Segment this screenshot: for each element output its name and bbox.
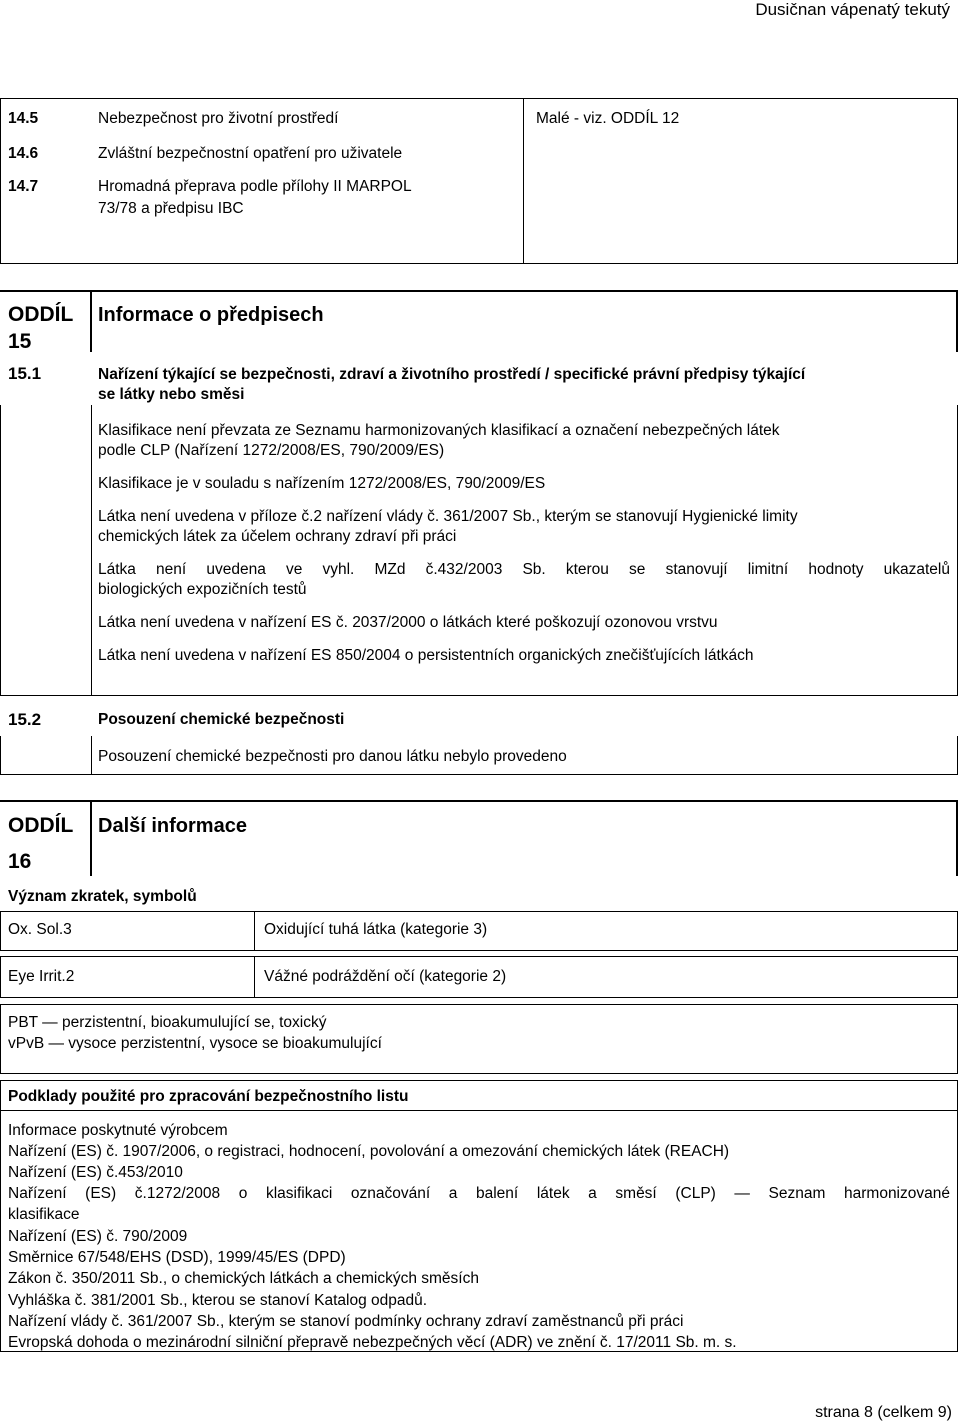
subsection-15-2-right-border — [957, 736, 958, 774]
subsection-15-1-title-line2: se látky nebo směsi — [98, 386, 245, 403]
row-14-6-num: 14.6 — [8, 145, 39, 162]
row-14-6-label: Zvláštní bezpečnostní opatření pro uživatele — [98, 145, 403, 162]
abbreviation-divider — [254, 911, 255, 951]
subsection-15-2-text: Posouzení chemické bezpečnosti pro danou látku nebylo provedeno — [98, 748, 567, 765]
subsection-15-2-bottom-border — [0, 774, 958, 775]
abbreviation-code: Eye Irrit.2 — [8, 968, 75, 985]
subsection-15-2-num: 15.2 — [8, 710, 42, 729]
row-14-7-num: 14.7 — [8, 178, 39, 195]
source-item: Nařízení (ES) č.453/2010 — [8, 1164, 183, 1181]
abbreviation-code: Ox. Sol.3 — [8, 921, 72, 938]
source-item: Vyhláška č. 381/2001 Sb., kterou se stanoví Katalog odpadů. — [8, 1292, 428, 1309]
section15-top-border — [0, 290, 958, 292]
section15-right-border — [956, 290, 958, 352]
section16-top-border — [0, 800, 958, 802]
sub1-p2: Klasifikace je v souladu s nařízením 1272/2008/ES, 790/2009/ES — [98, 475, 546, 492]
document-title: Dusičnan vápenatý tekutý — [755, 0, 950, 19]
section15-header-divider — [90, 290, 92, 352]
abbreviations-title: Význam zkratek, symbolů — [8, 888, 197, 905]
source-item: klasifikace — [8, 1206, 80, 1223]
row-14-5-num: 14.5 — [8, 110, 39, 127]
section15-label-line1: ODDÍL — [8, 303, 74, 326]
section15-label-line2: 15 — [8, 330, 32, 353]
section16-title: Další informace — [98, 815, 247, 837]
subsection-15-1-mid-border — [91, 405, 92, 695]
source-item: Evropská dohoda o mezinárodní silniční přepravě nebezpečných věcí (ADR) ve znění č. 17/2011 Sb. m. s. — [8, 1334, 737, 1351]
sub1-p1-line2: podle CLP (Nařízení 1272/2008/ES, 790/2009/ES) — [98, 442, 445, 459]
source-item: Nařízení (ES) č. 1907/2006, o registraci, hodnocení, povolování a omezování chemických látek (REACH) — [8, 1143, 730, 1160]
source-item: Směrnice 67/548/EHS (DSD), 1999/45/ES (DPD) — [8, 1249, 346, 1266]
sources-box — [0, 1080, 958, 1352]
subsection-15-1-right-border — [957, 405, 958, 695]
pbt-line1: PBT — perzistentní, bioakumulující se, toxický — [8, 1014, 327, 1031]
section16-right-border — [956, 800, 958, 876]
sub1-p3-line2: chemických látek za účelem ochrany zdraví při práci — [98, 528, 457, 545]
row-14-5-label: Nebezpečnost pro životní prostředí — [98, 110, 339, 127]
sources-title-divider — [0, 1110, 958, 1111]
page-number: strana 8 (celkem 9) — [815, 1404, 952, 1421]
subsection-15-2-mid-border — [91, 736, 92, 774]
subsection-15-1-num: 15.1 — [8, 364, 42, 383]
subsection-15-2-left-border — [0, 736, 1, 774]
row-14-7-label-line1: Hromadná přeprava podle přílohy II MARPOL — [98, 178, 412, 195]
pbt-line2: vPvB — vysoce perzistentní, vysoce se bioakumulující — [8, 1035, 382, 1052]
section16-label-line1: ODDÍL — [8, 814, 74, 837]
subsection-15-1-left-border — [0, 405, 1, 695]
subsection-15-1-bottom-border — [0, 695, 958, 696]
sub1-p1-line1: Klasifikace není převzata ze Seznamu harmonizovaných klasifikací a označení nebezpečných látek — [98, 422, 780, 439]
abbreviation-meaning: Oxidující tuhá látka (kategorie 3) — [264, 921, 488, 938]
source-item: Informace poskytnuté výrobcem — [8, 1122, 228, 1139]
source-item: Nařízení (ES) č.1272/2008 o klasifikaci označování a balení látek a směsí (CLP) — Seznam harmonizované — [8, 1185, 950, 1202]
section16-label-line2: 16 — [8, 850, 32, 873]
section16-header-divider — [90, 800, 92, 876]
sub1-p4-line2: biologických expozičních testů — [98, 581, 307, 598]
sub1-p3-line1: Látka není uvedena v příloze č.2 nařízení vlády č. 361/2007 Sb., kterým se stanovují Hygienické limity — [98, 508, 798, 525]
section15-title: Informace o předpisech — [98, 304, 324, 326]
sub1-p5: Látka není uvedena v nařízení ES č. 2037/2000 o látkách které poškozují ozonovou vrstvu — [98, 614, 718, 631]
subsection-15-1-title-line1: Nařízení týkající se bezpečnosti, zdraví a životního prostředí / specifické právní předpisy týkající — [98, 366, 806, 383]
row-14-5-value: Malé - viz. ODDÍL 12 — [536, 110, 680, 127]
row-14-7-label-line2: 73/78 a předpisu IBC — [98, 200, 244, 217]
source-item: Nařízení (ES) č. 790/2009 — [8, 1228, 188, 1245]
abbreviation-divider — [254, 956, 255, 998]
source-item: Zákon č. 350/2011 Sb., o chemických látkách a chemických směsích — [8, 1270, 479, 1287]
sources-title: Podklady použité pro zpracování bezpečnostního listu — [8, 1088, 409, 1105]
sub1-p6: Látka není uvedena v nařízení ES 850/2004 o persistentních organických znečišťujících látkách — [98, 647, 754, 664]
subsection-15-2-title: Posouzení chemické bezpečnosti — [98, 711, 345, 728]
abbreviation-meaning: Vážné podráždění očí (kategorie 2) — [264, 968, 507, 985]
sub1-p4-line1: Látka není uvedena ve vyhl. MZd č.432/2003 Sb. kterou se stanovují limitní hodnoty ukazatelů — [98, 561, 950, 578]
source-item: Nařízení vlády č. 361/2007 Sb., kterým se stanoví podmínky ochrany zdraví zaměstnanců při práci — [8, 1313, 684, 1330]
section14-divider — [523, 98, 524, 264]
